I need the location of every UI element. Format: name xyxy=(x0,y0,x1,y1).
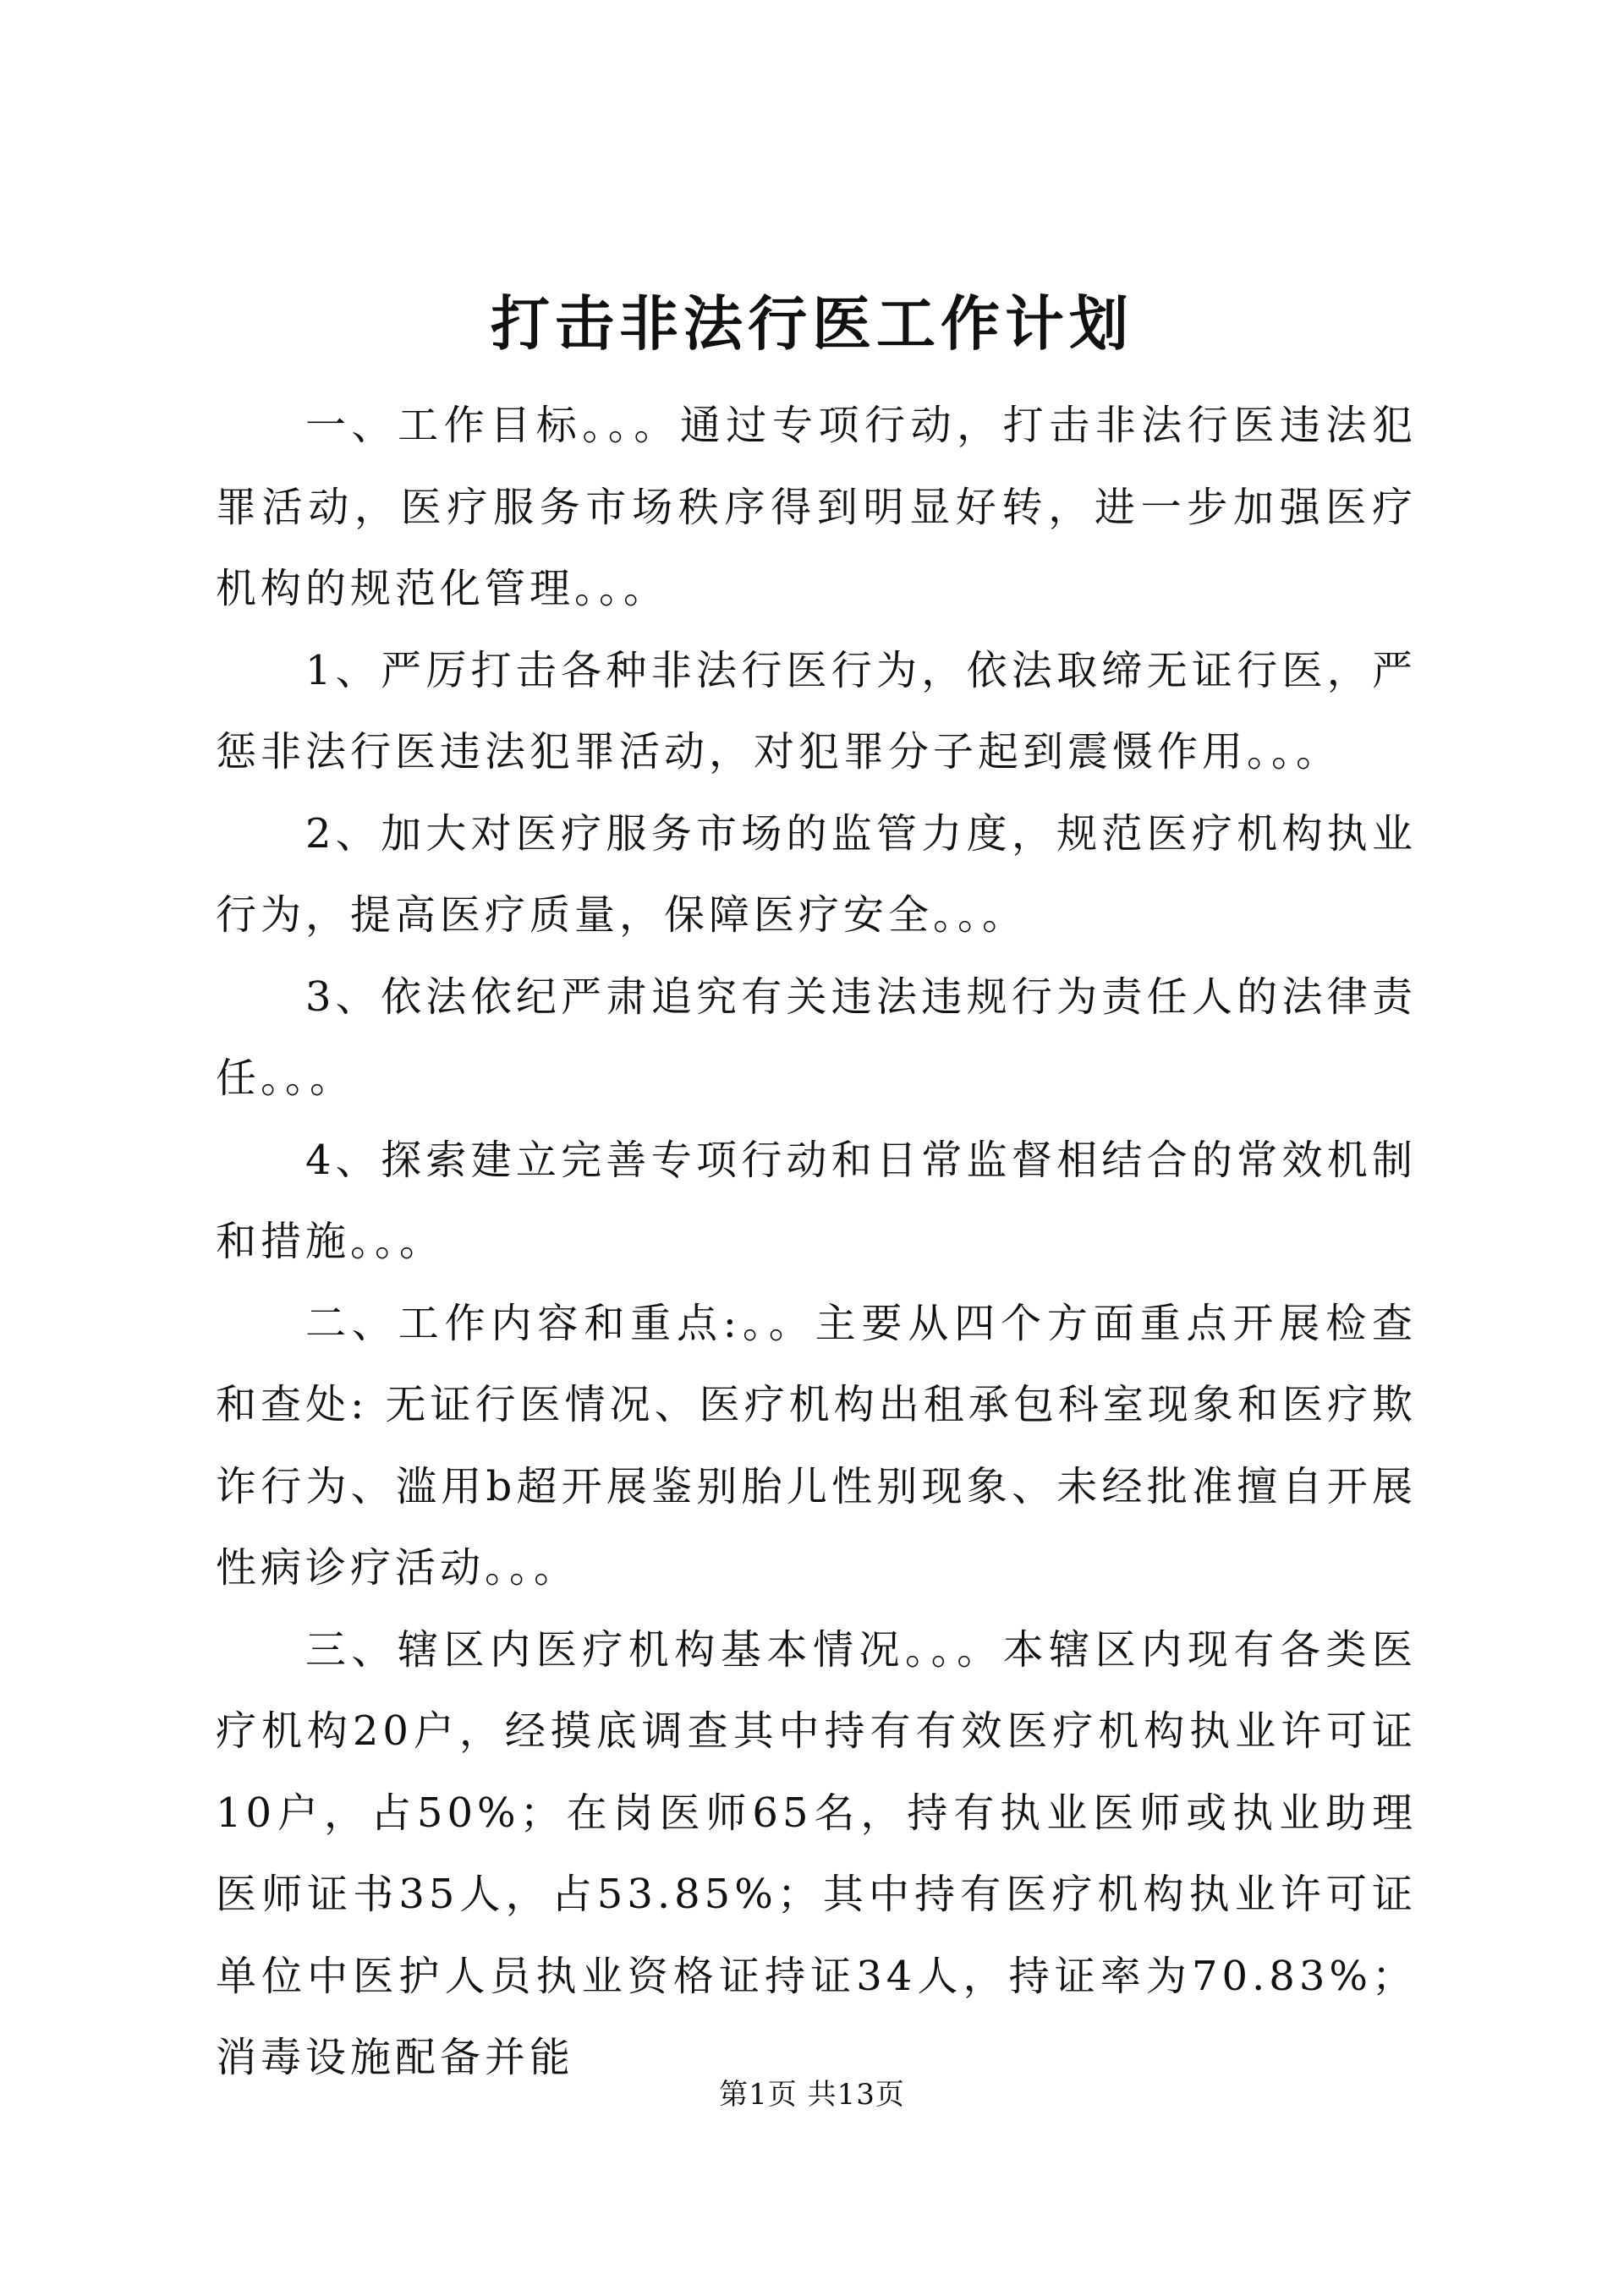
document-body xyxy=(216,385,1417,2099)
paragraph-district-status: 三、辖区内医疗机构基本情况。。。本辖区内现有各类医疗机构20户，经摸底调查其中持有有效医疗机构执业许可证10户，占50%；在岗医师65名，持有执业医师或执业助理医师证书35人，占53.85%；其中持有医疗机构执业许可证单位中医护人员执业资格证持证34人，持证率为70.83%；消毒设施配备并能 xyxy=(216,1625,1417,2081)
paragraph-item-4: 4、探索建立完善专项行动和日常监督相结合的常效机制和措施。。。 xyxy=(216,1136,1417,1265)
paragraph-item-2: 2、加大对医疗服务市场的监管力度，规范医疗机构执业行为，提高医疗质量，保障医疗安全。。。 xyxy=(216,809,1417,939)
paragraph-item-3: 3、依法依纪严肃追究有关违法违规行为责任人的法律责任。。。 xyxy=(216,973,1417,1102)
page-footer: 第1页 共13页 xyxy=(719,2078,905,2112)
paragraph-work-content: 二、工作内容和重点:。。主要从四个方面重点开展检查和查处: 无证行医情况、医疗机构出租承包科室现象和医疗欺诈行为、滥用b超开展鉴别胎儿性别现象、未经批准擅自开展性病诊疗活动。。。 xyxy=(216,1299,1417,1592)
paragraph-work-goal: 一、工作目标。。。通过专项行动，打击非法行医违法犯罪活动，医疗服务市场秩序得到明显好转，进一步加强医疗机构的规范化管理。。。 xyxy=(216,402,1417,612)
document-title: 打击非法行医工作计划 xyxy=(491,288,1133,359)
paragraph-item-1: 1、严厉打击各种非法行医行为，依法取缔无证行医，严惩非法行医违法犯罪活动，对犯罪分子起到震慑作用。。。 xyxy=(216,646,1417,775)
